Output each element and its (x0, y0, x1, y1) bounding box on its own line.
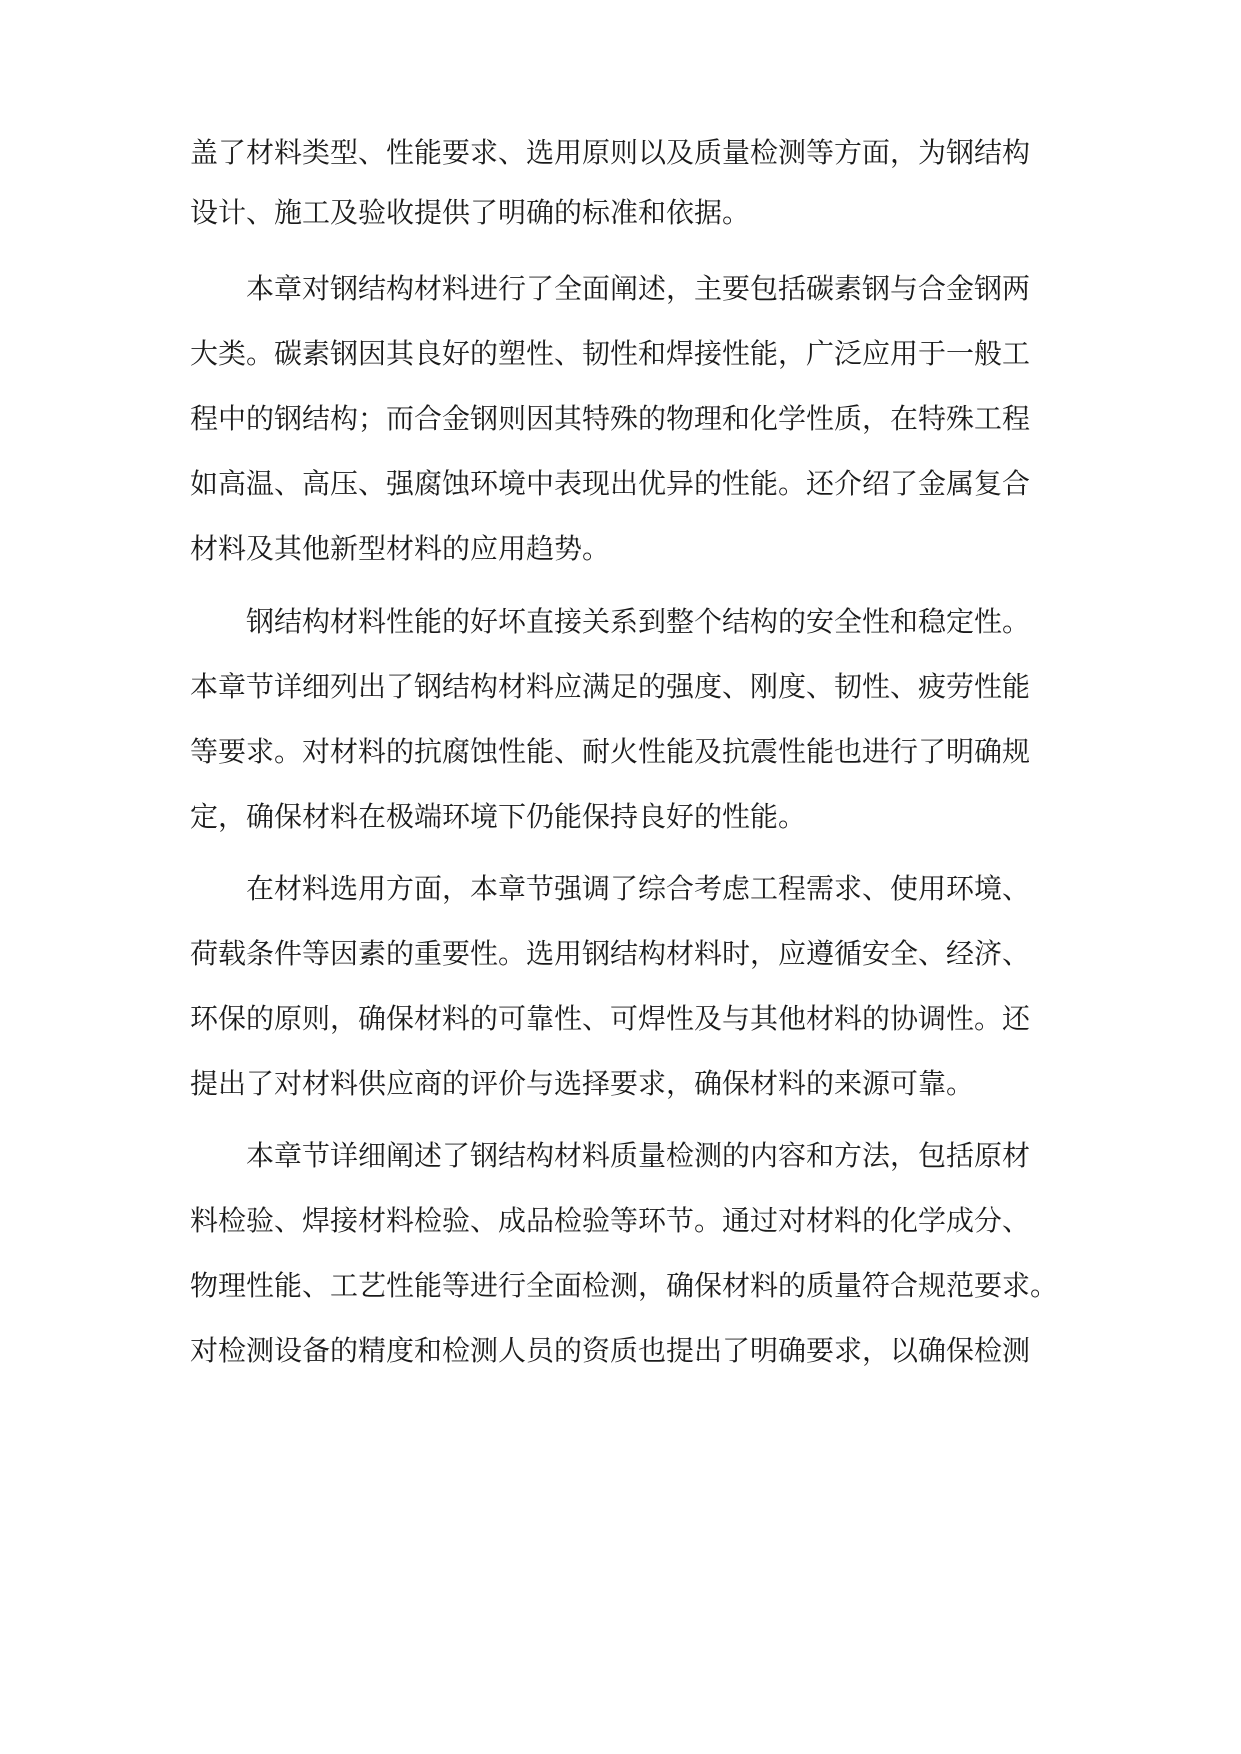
paragraph-first-line: 钢结构材料性能的好坏直接关系到整个结构的安全性和稳定性。 (246, 605, 1031, 638)
paragraph-first-line: 本章对钢结构材料进行了全面阐述，主要包括碳素钢与合金钢两 (246, 272, 1031, 305)
text-line: 本章节详细列出了钢结构材料应满足的强度、刚度、韧性、疲劳性能 (190, 670, 1031, 703)
text-line: 程中的钢结构；而合金钢则因其特殊的物理和化学性质，在特殊工程 (190, 402, 1031, 435)
paragraph-first-line: 本章节详细阐述了钢结构材料质量检测的内容和方法，包括原材 (246, 1139, 1031, 1172)
text-line: 环保的原则，确保材料的可靠性、可焊性及与其他材料的协调性。还 (190, 1002, 1031, 1035)
text-line: 如高温、高压、强腐蚀环境中表现出优异的性能。还介绍了金属复合 (190, 467, 1031, 500)
text-line: 盖了材料类型、性能要求、选用原则以及质量检测等方面，为钢结构 (190, 136, 1031, 169)
paragraph-first-line: 在材料选用方面，本章节强调了综合考虑工程需求、使用环境、 (246, 872, 1031, 905)
text-line: 料检验、焊接材料检验、成品检验等环节。通过对材料的化学成分、 (190, 1204, 1031, 1237)
text-line: 提出了对材料供应商的评价与选择要求，确保材料的来源可靠。 (190, 1067, 975, 1100)
text-line: 定，确保材料在极端环境下仍能保持良好的性能。 (190, 800, 807, 833)
text-line: 材料及其他新型材料的应用趋势。 (190, 532, 611, 565)
text-line: 荷载条件等因素的重要性。选用钢结构材料时，应遵循安全、经济、 (190, 937, 1031, 970)
text-line: 物理性能、工艺性能等进行全面检测，确保材料的质量符合规范要求。 (190, 1269, 1059, 1302)
text-line: 对检测设备的精度和检测人员的资质也提出了明确要求，以确保检测 (190, 1334, 1031, 1367)
text-line: 大类。碳素钢因其良好的塑性、韧性和焊接性能，广泛应用于一般工 (190, 337, 1031, 370)
text-line: 等要求。对材料的抗腐蚀性能、耐火性能及抗震性能也进行了明确规 (190, 735, 1031, 768)
text-line: 设计、施工及验收提供了明确的标准和依据。 (190, 196, 751, 229)
